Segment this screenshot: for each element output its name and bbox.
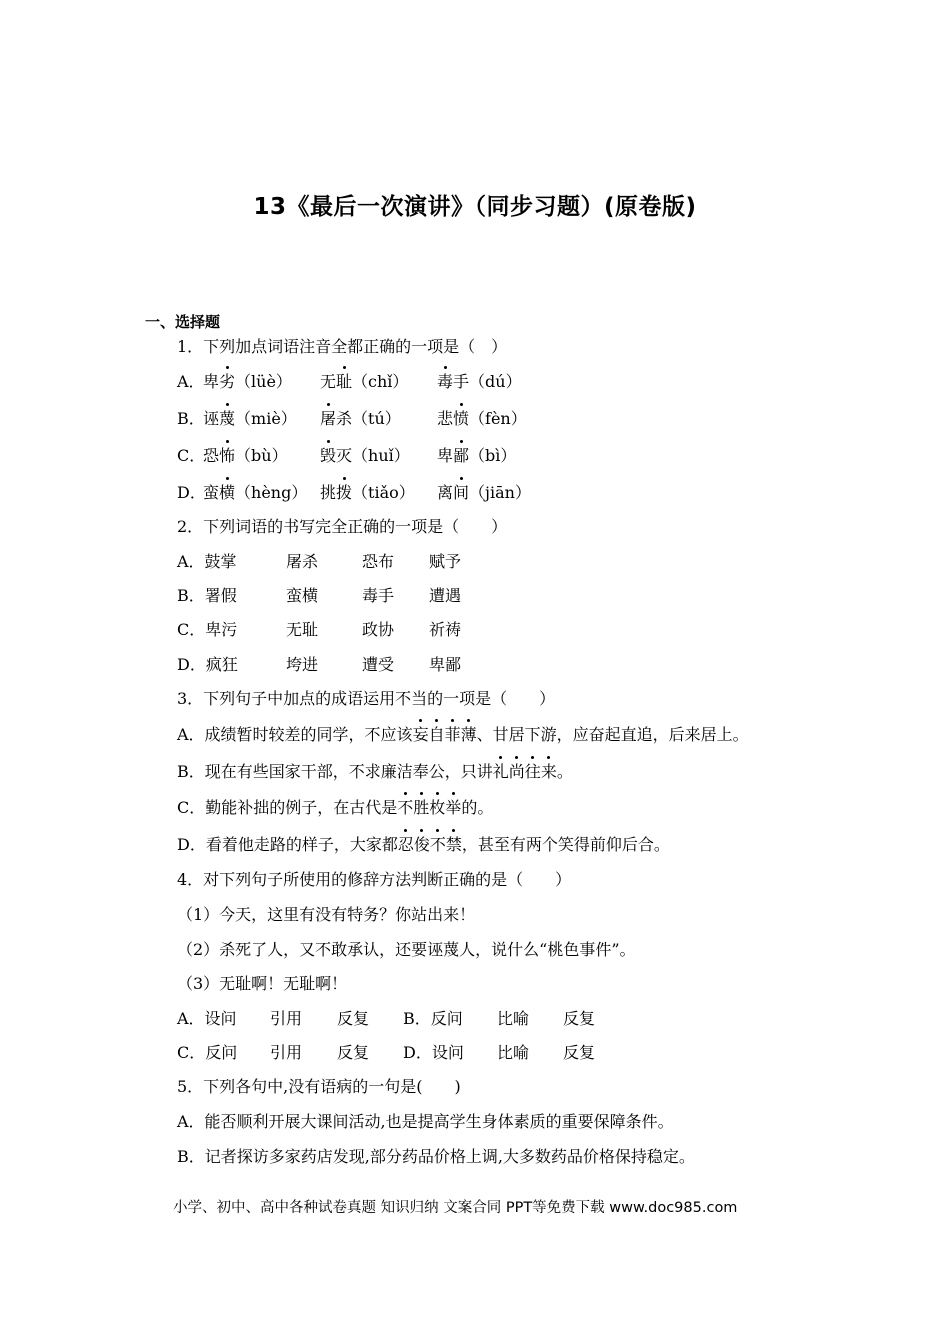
option-text: 引用 (270, 1009, 303, 1028)
word-2: 毁灭（huǐ） (320, 446, 410, 465)
question-1-stem: 1．下列加点词语注音全都正确的一项是（ ） (177, 337, 508, 356)
option-word: 祈祷 (429, 620, 462, 639)
option-word: 毒手 (362, 586, 395, 605)
option-label: C． (177, 446, 206, 465)
word-3: 离间（jiān） (437, 483, 531, 502)
option-label: A． (177, 372, 205, 391)
option-word: 政协 (362, 620, 395, 639)
option-word: 恐布 (362, 552, 395, 571)
option-text: 反复 (563, 1043, 596, 1062)
word-1: 蛮横（hèng） (203, 483, 308, 502)
option-text: B．反问 (403, 1009, 463, 1028)
q3-option-b: B．现在有些国家干部，不求廉洁奉公，只讲礼尚往来。 (177, 762, 573, 781)
option-word: 垮进 (286, 655, 319, 674)
question-3-stem: 3．下列句子中加点的成语运用不当的一项是（ ） (177, 689, 556, 708)
option-label: B． (177, 409, 205, 428)
option-label: B．署假 (177, 586, 237, 605)
option-text: 反复 (563, 1009, 596, 1028)
q5-option-b: B．记者探访多家药店发现,部分药品价格上调,大多数药品价格保持稳定。 (177, 1147, 695, 1166)
q3-option-d: D．看着他走路的样子，大家都忍俊不禁，甚至有两个笑得前仰后合。 (177, 835, 670, 854)
q5-option-a: A．能否顺利开展大课间活动,也是提高学生身体素质的重要保障条件。 (177, 1112, 674, 1131)
word-2: 无耻（chǐ） (320, 372, 409, 391)
option-word: 遭遇 (429, 586, 462, 605)
option-text: 比喻 (497, 1043, 530, 1062)
word-1: 恐怖（bù） (203, 446, 288, 465)
option-word: 卑鄙 (429, 655, 462, 674)
q3-option-c: C．勤能补拙的例子，在古代是不胜枚举的。 (177, 798, 494, 817)
document-title: 13《最后一次演讲》（同步习题）(原卷版) (253, 194, 697, 220)
word-1: 卑劣（lüè） (203, 372, 292, 391)
option-word: 屠杀 (286, 552, 319, 571)
option-text: 反复 (337, 1009, 370, 1028)
word-1: 诬蔑（miè） (203, 409, 297, 428)
word-2: 挑拨（tiǎo） (320, 483, 415, 502)
option-word: 蛮横 (286, 586, 319, 605)
q4-sentence-3: （3）无耻啊！无耻啊！ (177, 974, 348, 993)
q4-sentence-2: （2）杀死了人，又不敢承认，还要诬蔑人，说什么“桃色事件”。 (177, 940, 636, 959)
q4-sentence-1: （1）今天，这里有没有特务？你站出来！ (177, 905, 476, 924)
option-word: 赋予 (429, 552, 462, 571)
q3-option-a: A．成绩暂时较差的同学，不应该妄自菲薄、甘居下游，应奋起直追，后来居上。 (177, 725, 749, 744)
word-3: 悲愤（fèn） (437, 409, 527, 428)
word-2: 屠杀（tú） (320, 409, 401, 428)
page-footer: 小学、初中、高中各种试卷真题 知识归纳 文案合同 PPT等免费下载 www.doc985.com (173, 1200, 738, 1216)
option-text: 引用 (270, 1043, 303, 1062)
option-word: 无耻 (286, 620, 319, 639)
option-label: A．鼓掌 (177, 552, 237, 571)
word-3: 卑鄙（bì） (437, 446, 517, 465)
word-3: 毒手（dú） (437, 372, 522, 391)
option-text: C．反问 (177, 1043, 238, 1062)
option-text: A．设问 (177, 1009, 237, 1028)
option-word: 遭受 (362, 655, 395, 674)
option-label: D． (177, 483, 206, 502)
question-2-stem: 2．下列词语的书写完全正确的一项是（ ） (177, 517, 508, 536)
option-text: 反复 (337, 1043, 370, 1062)
option-label: D．疯狂 (177, 655, 238, 674)
option-label: C．卑污 (177, 620, 238, 639)
option-text: D．设问 (403, 1043, 464, 1062)
question-4-stem: 4．对下列句子所使用的修辞方法判断正确的是（ ） (177, 870, 572, 889)
section-heading: 一、选择题 (145, 313, 221, 331)
question-5-stem: 5．下列各句中,没有语病的一句是( ) (177, 1077, 461, 1096)
option-text: 比喻 (497, 1009, 530, 1028)
